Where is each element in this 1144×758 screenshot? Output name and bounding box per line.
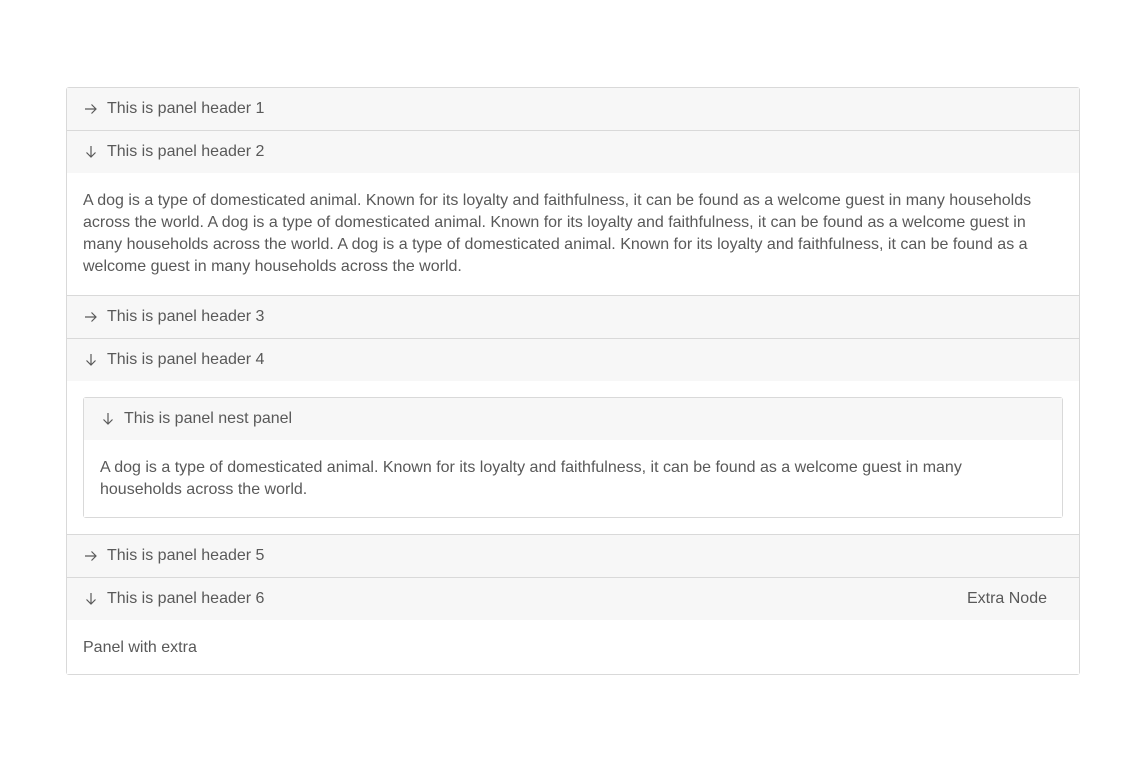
panel-header-4[interactable] bbox=[67, 339, 1079, 381]
panel-header-label: This is panel header 2 bbox=[107, 143, 265, 160]
nested-panel-content: A dog is a type of domesticated animal. Known for its loyalty and faithfulness, it can be found as a welcome guest in many households across the world. bbox=[84, 440, 1062, 517]
panel-header-label: This is panel header 5 bbox=[107, 547, 265, 564]
panel-header-1[interactable] bbox=[67, 88, 1079, 130]
extra-node[interactable]: Extra Node bbox=[966, 590, 1047, 607]
panel-header-3[interactable] bbox=[67, 296, 1079, 338]
panel-content-2: A dog is a type of domesticated animal. Known for its loyalty and faithfulness, it can be found as a welcome guest in many households across the world. A dog is a type of domesticated animal. Known for its loyalty and faithfulness, it can be found as a welcome guest in many households across the world. A dog is a type of domesticated animal. Known for its loyalty and faithfulness, it can be found as a welcome guest in many households across the world. bbox=[67, 173, 1079, 295]
panel-1 bbox=[67, 88, 1079, 130]
panel-4 bbox=[67, 338, 1079, 534]
nested-panel-header-label: This is panel nest panel bbox=[124, 410, 293, 427]
nested-collapse bbox=[83, 397, 1063, 518]
arrow-down-icon bbox=[83, 591, 99, 607]
panel-6 bbox=[67, 577, 1079, 674]
collapse bbox=[66, 87, 1080, 675]
arrow-down-icon bbox=[83, 352, 99, 368]
panel-header-label: This is panel header 4 bbox=[107, 351, 265, 368]
panel-content-4 bbox=[67, 381, 1079, 534]
panel-header-label: This is panel header 3 bbox=[107, 308, 265, 325]
panel-header-label: This is panel header 6 bbox=[107, 590, 265, 607]
panel-2 bbox=[67, 130, 1079, 295]
arrow-down-icon bbox=[100, 411, 116, 427]
panel-5 bbox=[67, 534, 1079, 577]
panel-header-2[interactable] bbox=[67, 131, 1079, 173]
panel-header-5[interactable] bbox=[67, 535, 1079, 577]
arrow-right-icon bbox=[83, 101, 99, 117]
arrow-right-icon bbox=[83, 309, 99, 325]
panel-content-6: Panel with extra bbox=[67, 620, 1079, 674]
panel-header-label: This is panel header 1 bbox=[107, 100, 265, 117]
panel-header-6[interactable] bbox=[67, 578, 1079, 620]
arrow-down-icon bbox=[83, 144, 99, 160]
panel-3 bbox=[67, 295, 1079, 338]
nested-panel-header[interactable] bbox=[84, 398, 1062, 440]
arrow-right-icon bbox=[83, 548, 99, 564]
